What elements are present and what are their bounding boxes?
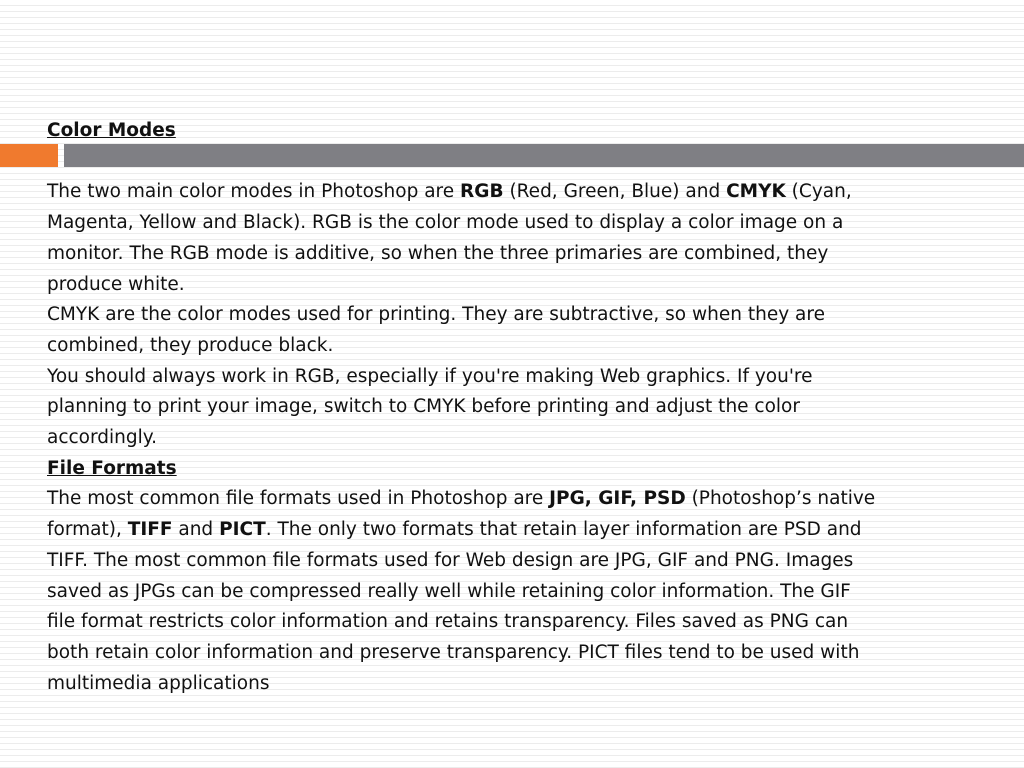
term-pict: PICT: [219, 519, 266, 541]
paragraph-cmyk: CMYK are the color modes used for printing. They are subtractive, so when they are combined, they produce black.: [47, 304, 825, 356]
paragraph-file-formats: [47, 484, 877, 699]
paragraph-color-modes-intro: [47, 177, 877, 300]
heading-color-modes: Color Modes: [47, 120, 176, 141]
text-run: The most common file formats used in Photoshop are: [47, 488, 550, 510]
text-run: (Photoshop’s native format),: [47, 488, 876, 541]
paragraph-rgb-advice: You should always work in RGB, especially if you're making Web graphics. If you're planning to print your image, switch to CMYK before printing and adjust the color accordingly.: [47, 365, 813, 449]
term-jpg-gif-psd: JPG, GIF, PSD: [549, 488, 686, 510]
slide-body: [47, 116, 877, 699]
text-run: and: [172, 519, 220, 541]
heading-file-formats: File Formats: [47, 457, 177, 479]
term-tiff: TIFF: [127, 519, 173, 541]
term-cmyk: CMYK: [726, 181, 786, 203]
text-run: The two main color modes in Photoshop are: [47, 181, 461, 203]
term-rgb: RGB: [460, 181, 504, 203]
text-run: . The only two formats that retain layer information are PSD and TIFF. The most common file formats used for Web design are JPG, GIF and PNG. Images saved as JPGs can be compressed really well while retaining color information. The GIF file format restricts color information and retains transparency. Files saved as PNG can both retain color information and preserve transparency. PICT files tend to be used with multimedia applications: [47, 519, 862, 694]
text-run: (Cyan, Magenta, Yellow and Black). RGB is the color mode used to display a color image on a monitor. The RGB mode is additive, so when the three primaries are combined, they produce white.: [47, 181, 852, 295]
spacer: [47, 147, 877, 178]
text-run: (Red, Green, Blue) and: [503, 181, 727, 203]
